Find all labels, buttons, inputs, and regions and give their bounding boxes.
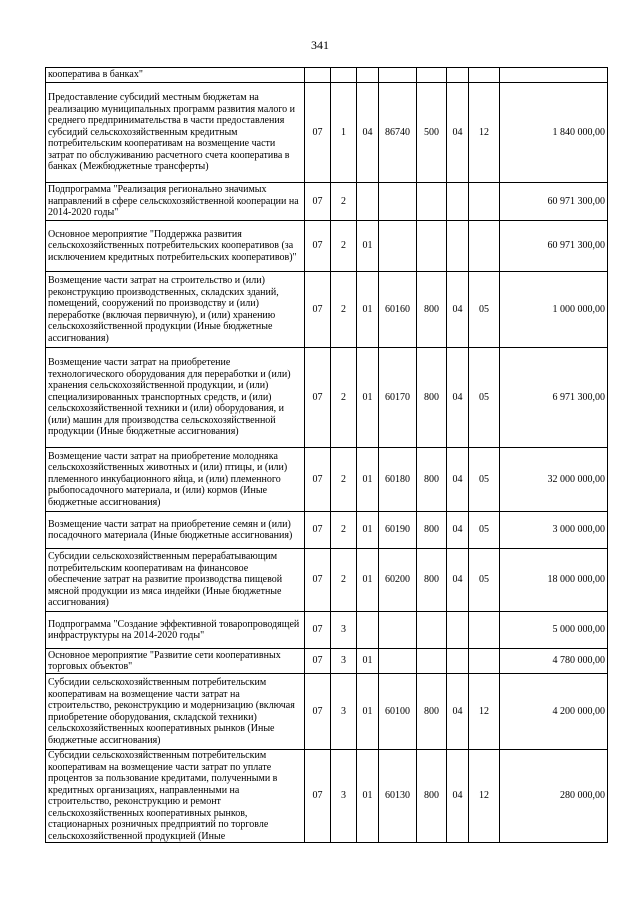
code-cell-2: 3	[331, 674, 357, 750]
code-cell-4: 60200	[379, 549, 417, 612]
code-cell-4	[379, 183, 417, 221]
code-cell-7	[469, 649, 500, 674]
code-cell-4	[379, 68, 417, 83]
code-cell-5	[417, 649, 447, 674]
code-cell-6: 04	[447, 272, 469, 348]
code-cell-5	[417, 221, 447, 272]
code-cell-1: 07	[305, 183, 331, 221]
code-cell-2	[331, 68, 357, 83]
code-cell-1: 07	[305, 612, 331, 649]
code-cell-7: 05	[469, 549, 500, 612]
row-name: Возмещение части затрат на приобретение технологического оборудования для переработки и (или) хранения сельскохозяйственной продукции, и (или) специализированных транспортных средств, и (или) сельскохозяйственной техники и (или) оборудования, и (или) машин для производства сельскохозяйственной продукции (Иные бюджетные ассигнования)	[46, 348, 305, 448]
code-cell-1: 07	[305, 448, 331, 512]
code-cell-7: 05	[469, 272, 500, 348]
code-cell-6: 04	[447, 83, 469, 183]
code-cell-6	[447, 612, 469, 649]
code-cell-1: 07	[305, 549, 331, 612]
code-cell-5: 800	[417, 348, 447, 448]
row-name: кооператива в банках"	[46, 68, 305, 83]
code-cell-3: 01	[357, 512, 379, 549]
code-cell-6: 04	[447, 674, 469, 750]
code-cell-5	[417, 183, 447, 221]
amount-cell: 3 000 000,00	[500, 512, 608, 549]
code-cell-1: 07	[305, 272, 331, 348]
code-cell-5: 800	[417, 448, 447, 512]
amount-cell: 60 971 300,00	[500, 183, 608, 221]
code-cell-3	[357, 183, 379, 221]
amount-cell: 18 000 000,00	[500, 549, 608, 612]
code-cell-6	[447, 68, 469, 83]
code-cell-3: 01	[357, 674, 379, 750]
row-name: Предоставление субсидий местным бюджетам на реализацию муниципальных программ развития малого и среднего предпринимательства в части предоставления субсидий сельскохозяйственным кредитным потребительским кооперативам на возмещение части затрат по обслуживанию расчетного счета кооператива в банках (Межбюджетные трансферты)	[46, 83, 305, 183]
code-cell-7	[469, 183, 500, 221]
code-cell-6: 04	[447, 549, 469, 612]
code-cell-5	[417, 612, 447, 649]
code-cell-3: 01	[357, 549, 379, 612]
row-name: Подпрограмма "Создание эффективной товаропроводящей инфраструктуры на 2014-2020 годы"	[46, 612, 305, 649]
table-row	[46, 183, 608, 221]
code-cell-6	[447, 221, 469, 272]
code-cell-3: 01	[357, 221, 379, 272]
code-cell-2: 2	[331, 272, 357, 348]
code-cell-5: 800	[417, 549, 447, 612]
row-name: Субсидии сельскохозяйственным перерабатывающим потребительским кооперативам на финансовое обеспечение затрат на развитие производства пищевой мясной продукции из мяса индейки (Иные бюджетные ассигнования)	[46, 549, 305, 612]
code-cell-7: 12	[469, 750, 500, 843]
row-name: Возмещение части затрат на приобретение семян и (или) посадочного материала (Иные бюджетные ассигнования)	[46, 512, 305, 549]
amount-cell: 280 000,00	[500, 750, 608, 843]
code-cell-2: 3	[331, 750, 357, 843]
code-cell-7: 05	[469, 448, 500, 512]
code-cell-1: 07	[305, 512, 331, 549]
row-name: Основное мероприятие "Поддержка развития сельскохозяйственных потребительских кооперативов (за исключением кредитных потребительских кооперативов)"	[46, 221, 305, 272]
page-number: 341	[311, 38, 329, 52]
code-cell-1: 07	[305, 674, 331, 750]
table-row	[46, 68, 608, 83]
code-cell-7: 05	[469, 348, 500, 448]
table-row	[46, 272, 608, 348]
table-row	[46, 750, 608, 843]
code-cell-3: 01	[357, 649, 379, 674]
code-cell-7	[469, 68, 500, 83]
code-cell-6	[447, 649, 469, 674]
code-cell-2: 3	[331, 649, 357, 674]
code-cell-6: 04	[447, 448, 469, 512]
amount-cell: 1 840 000,00	[500, 83, 608, 183]
row-name: Возмещение части затрат на строительство и (или) реконструкцию производственных, складских зданий, помещений, сооружений по производству и (или) переработке (включая первичную), и (или) хранению сельскохозяйственной продукции (Иные бюджетные ассигнования)	[46, 272, 305, 348]
code-cell-6: 04	[447, 512, 469, 549]
code-cell-5: 800	[417, 750, 447, 843]
amount-cell: 32 000 000,00	[500, 448, 608, 512]
table-row	[46, 549, 608, 612]
table-row	[46, 348, 608, 448]
row-name: Субсидии сельскохозяйственным потребительским кооперативам на возмещение части затрат по уплате процентов за пользование кредитами, полученными в кредитных организациях, направленными на строительство, реконструкцию и ремонт сельскохозяйственных кооперативных рынков, стационарных розничных предприятий по торговле сельскохозяйственной продукцией (Иные	[46, 750, 305, 843]
code-cell-7: 12	[469, 674, 500, 750]
table-row	[46, 448, 608, 512]
amount-cell: 1 000 000,00	[500, 272, 608, 348]
budget-table	[45, 67, 608, 843]
code-cell-6: 04	[447, 348, 469, 448]
code-cell-4: 60130	[379, 750, 417, 843]
code-cell-4: 60190	[379, 512, 417, 549]
code-cell-3: 01	[357, 272, 379, 348]
code-cell-7: 05	[469, 512, 500, 549]
amount-cell: 4 200 000,00	[500, 674, 608, 750]
code-cell-3	[357, 612, 379, 649]
code-cell-3: 04	[357, 83, 379, 183]
code-cell-7: 12	[469, 83, 500, 183]
code-cell-4: 60160	[379, 272, 417, 348]
code-cell-2: 1	[331, 83, 357, 183]
table-row	[46, 674, 608, 750]
table-row	[46, 612, 608, 649]
code-cell-2: 2	[331, 221, 357, 272]
code-cell-4: 86740	[379, 83, 417, 183]
code-cell-1: 07	[305, 750, 331, 843]
code-cell-1: 07	[305, 221, 331, 272]
row-name: Возмещение части затрат на приобретение молодняка сельскохозяйственных животных и (или) птицы, и (или) племенного инкубационного яйца, и (или) племенного рыбопосадочного материала, и (или) кормов (Иные бюджетные ассигнования)	[46, 448, 305, 512]
code-cell-1	[305, 68, 331, 83]
amount-cell: 4 780 000,00	[500, 649, 608, 674]
table-row	[46, 83, 608, 183]
row-name: Субсидии сельскохозяйственным потребительским кооперативам на возмещение части затрат на строительство, реконструкцию и модернизацию (включая приобретение оборудования, складской техники) сельскохозяйственных кооперативных рынков (Иные бюджетные ассигнования)	[46, 674, 305, 750]
row-name: Подпрограмма "Реализация регионально значимых направлений в сфере сельскохозяйственной кооперации на 2014-2020 годы"	[46, 183, 305, 221]
code-cell-4	[379, 221, 417, 272]
code-cell-3: 01	[357, 750, 379, 843]
code-cell-4	[379, 649, 417, 674]
code-cell-2: 2	[331, 512, 357, 549]
code-cell-5: 800	[417, 272, 447, 348]
code-cell-5	[417, 68, 447, 83]
code-cell-1: 07	[305, 83, 331, 183]
code-cell-3: 01	[357, 448, 379, 512]
row-name: Основное мероприятие "Развитие сети кооперативных торговых объектов"	[46, 649, 305, 674]
code-cell-4	[379, 612, 417, 649]
code-cell-5: 800	[417, 674, 447, 750]
table-row	[46, 221, 608, 272]
code-cell-1: 07	[305, 348, 331, 448]
amount-cell: 6 971 300,00	[500, 348, 608, 448]
table-row	[46, 649, 608, 674]
code-cell-3	[357, 68, 379, 83]
code-cell-7	[469, 612, 500, 649]
code-cell-5: 500	[417, 83, 447, 183]
code-cell-6: 04	[447, 750, 469, 843]
code-cell-2: 2	[331, 549, 357, 612]
amount-cell: 5 000 000,00	[500, 612, 608, 649]
amount-cell: 60 971 300,00	[500, 221, 608, 272]
code-cell-4: 60100	[379, 674, 417, 750]
code-cell-5: 800	[417, 512, 447, 549]
code-cell-7	[469, 221, 500, 272]
amount-cell	[500, 68, 608, 83]
code-cell-4: 60180	[379, 448, 417, 512]
code-cell-2: 2	[331, 448, 357, 512]
code-cell-2: 2	[331, 348, 357, 448]
code-cell-4: 60170	[379, 348, 417, 448]
code-cell-2: 3	[331, 612, 357, 649]
code-cell-1: 07	[305, 649, 331, 674]
table-row	[46, 512, 608, 549]
code-cell-3: 01	[357, 348, 379, 448]
code-cell-2: 2	[331, 183, 357, 221]
code-cell-6	[447, 183, 469, 221]
